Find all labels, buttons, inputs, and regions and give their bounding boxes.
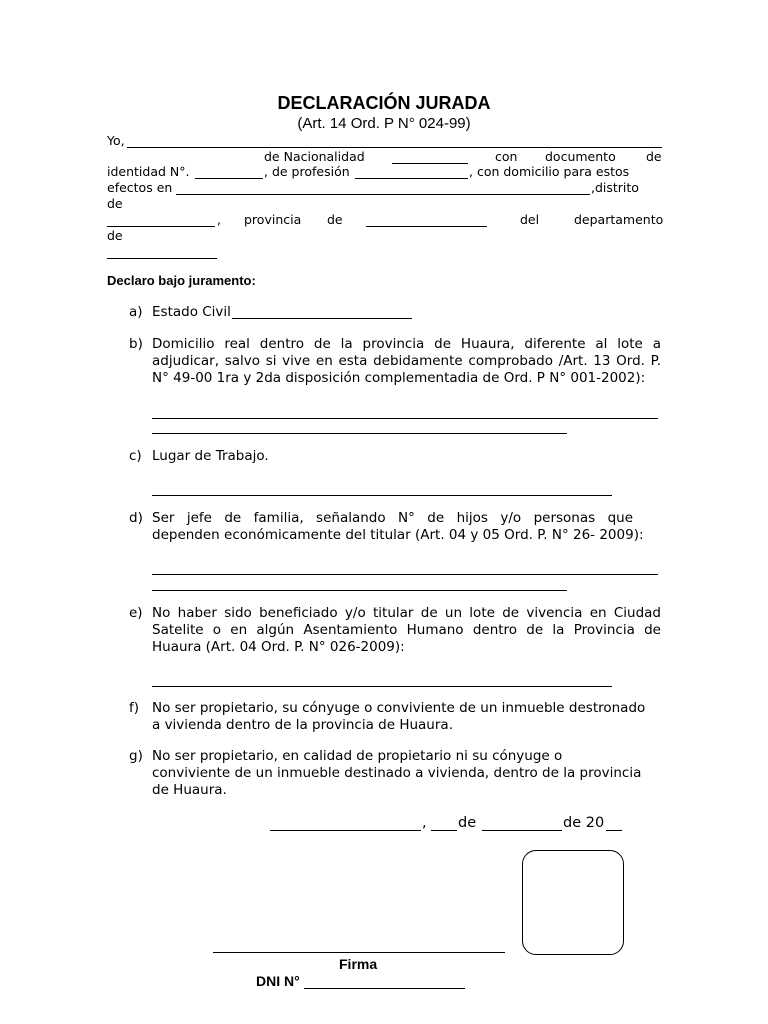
item-g-line2: conviviente de un inmueble destinado a vivienda, dentro de la provincia [152,765,642,781]
fingerprint-box[interactable] [522,850,624,955]
item-g-line3: de Huaura. [152,782,227,798]
beneficiado-field-line[interactable] [152,686,612,687]
distrito-field-line[interactable] [107,226,215,227]
de-label: de [646,149,662,164]
profesion-field-line[interactable] [355,178,468,179]
item-e-letter: e) [129,605,143,621]
departamento-label: departamento [574,212,664,227]
year-field-line[interactable] [606,830,622,831]
jefe-familia-field-line-1[interactable] [152,574,658,575]
signature-line[interactable] [213,952,505,953]
name-field-line[interactable] [127,147,662,148]
item-e-line1: No haber sido beneficiado y/o titular de un lote de vivencia en Ciudad [152,605,661,621]
city-field-line[interactable] [270,830,421,831]
day-field-line[interactable] [431,830,457,831]
identidad-field-line[interactable] [195,178,263,179]
dni-field-line[interactable] [304,988,465,989]
item-d-letter: d) [129,510,143,526]
date-de-1: de [458,815,477,831]
efectos-field-line[interactable] [176,194,590,195]
date-de-year: de 20 [563,815,605,831]
dni-label: DNI N° [256,973,300,989]
de-provincia-label: de [327,212,343,227]
month-field-line[interactable] [482,830,562,831]
page-title: DECLARACIÓN JURADA [277,93,491,113]
nacionalidad-field-line[interactable] [392,163,468,164]
distrito-label: ,distrito [591,180,639,195]
yo-label: Yo, [107,133,125,148]
identidad-label: identidad N°. [107,164,190,179]
nacionalidad-label: de Nacionalidad [264,149,365,164]
item-c-letter: c) [129,448,142,464]
item-e-line2: Satelite o en algún Asentamiento Humano dentro de la Provincia de [152,622,661,638]
firma-label: Firma [339,956,378,972]
item-a-letter: a) [129,304,143,320]
con-label: con [495,149,518,164]
del-label: del [520,212,540,227]
item-c-text: Lugar de Trabajo. [152,448,269,464]
de-departamento-label: de [107,228,123,243]
item-b-line3: N° 49-00 1ra y 2da disposición complementadia de Ord. P N° 001-2002): [152,370,646,386]
item-f-line2: a vivienda dentro de la provincia de Huaura. [152,717,453,733]
item-g-letter: g) [129,748,143,764]
jefe-familia-field-line-2[interactable] [152,590,567,591]
comma-label: , [217,212,221,227]
item-b-line2: adjudicar, salvo si vive en esta debidamente comprobado /Art. 13 Ord. P. [152,353,661,369]
item-d-line2: dependen económicamente del titular (Art. 04 y 05 Ord. P. N° 26- 2009): [152,527,644,543]
documento-label: documento [545,149,616,164]
item-b-letter: b) [129,336,143,352]
item-a-text: Estado Civil [152,304,231,320]
item-f-letter: f) [129,700,140,716]
item-e-line3: Huaura (Art. 04 Ord. P. N° 026-2009): [152,639,405,655]
declaro-heading: Declaro bajo juramento: [107,273,256,288]
item-f-line1: No ser propietario, su cónyuge o conviviente de un inmueble destronado [152,700,646,716]
domicilio-real-field-line-1[interactable] [152,418,658,419]
efectos-label: efectos en [107,180,173,195]
de-distrito-label: de [107,196,123,211]
domicilio-label: , con domicilio para estos [469,164,630,179]
date-comma: , [422,815,427,831]
page-subtitle: (Art. 14 Ord. P N° 024-99) [297,115,471,132]
item-d-line1: Ser jefe de familia, señalando N° de hijos y/o personas que [152,510,633,526]
provincia-field-line[interactable] [366,226,487,227]
estado-civil-field-line[interactable] [232,318,412,319]
item-g-line1: No ser propietario, en calidad de propietario ni su cónyuge o [152,748,563,764]
lugar-trabajo-field-line[interactable] [152,495,612,496]
provincia-label: provincia [244,212,302,227]
departamento-field-line[interactable] [107,258,217,259]
item-b-line1: Domicilio real dentro de la provincia de Huaura, diferente al lote a [152,336,661,352]
profesion-label: , de profesión [264,164,350,179]
domicilio-real-field-line-2[interactable] [152,433,567,434]
